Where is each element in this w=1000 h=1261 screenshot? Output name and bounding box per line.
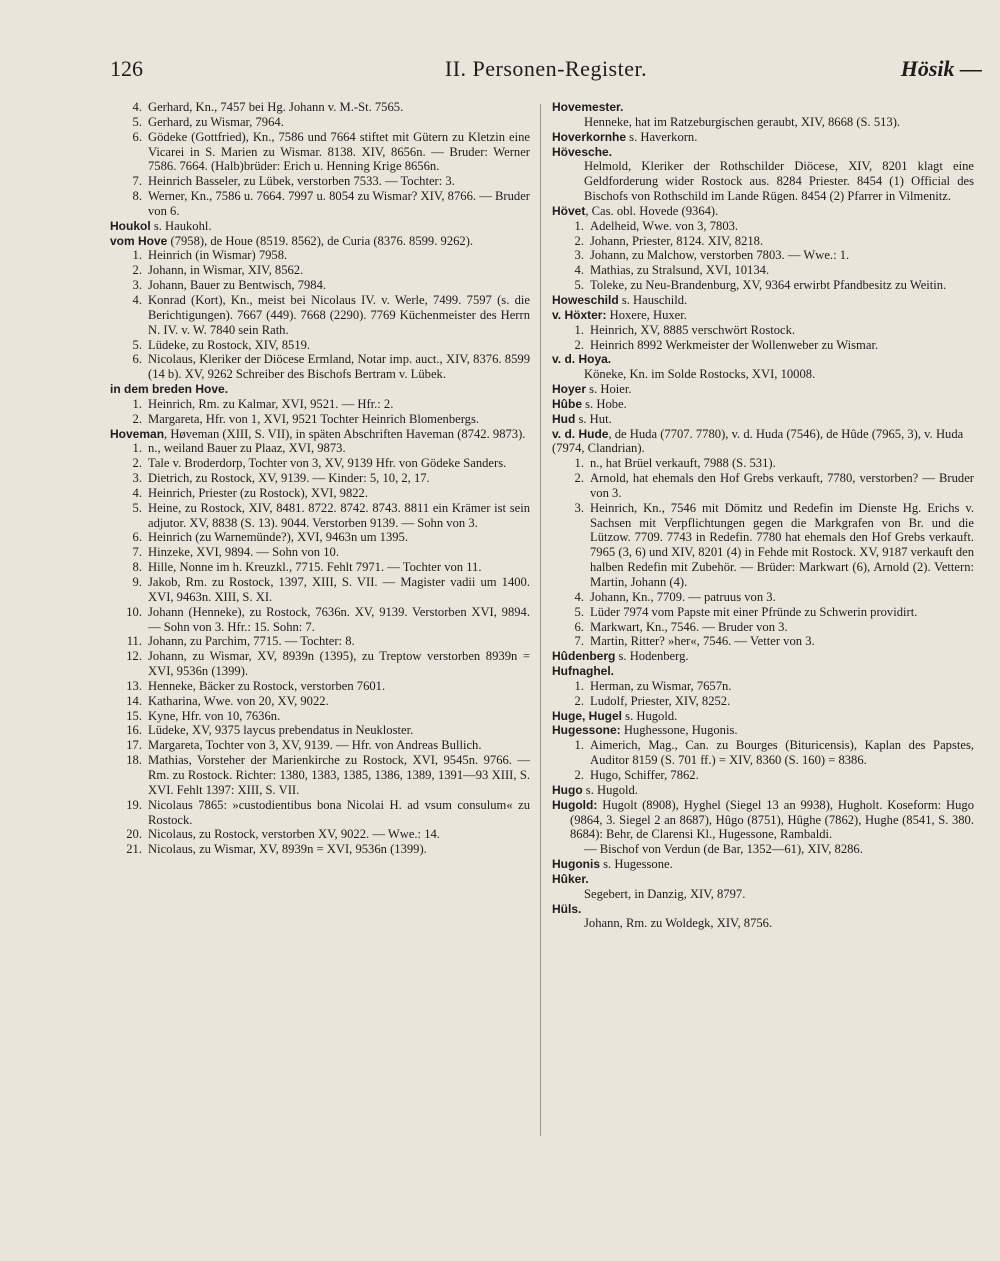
entry-text: Heinrich, XV, 8885 verschwört Rostock. [590,322,796,337]
sub-entry [552,605,974,620]
headword-entry [552,100,974,115]
entry-number: 1. [574,456,584,471]
entry-text: Toleke, zu Neu-Brandenburg, XV, 9364 erwirbt Pfandbesitz zu Weitin. [590,278,947,293]
sub-entry [552,620,974,635]
entry-number: 1. [132,441,142,456]
headword: vom Hove [110,233,168,248]
headword-entry [552,382,974,397]
sub-entry [110,605,530,635]
entry-text: , Cas. obl. Hovede (9364). [585,203,719,218]
entry-text: Markwart, Kn., 7546. — Bruder von 3. [590,619,788,634]
entry-number: 2. [574,233,584,248]
sub-entry [552,590,974,605]
sub-entry [110,352,530,382]
entry-number: 4. [574,589,584,604]
headword-entry [552,293,974,308]
entry-text: Johann, Rm. zu Woldegk, XIV, 8756. [584,916,773,931]
headword: Hoverkornhe [552,129,627,144]
headword-entry [552,352,974,367]
headword: Hûbe [552,396,582,411]
headword-entry [552,723,974,738]
entry-text: Konrad (Kort), Kn., meist bei Nicolaus IV. v. Werle, 7499. 7597 (s. die Berichtigungen). 7667 (449). 7668 (2290). 7769 Küchenmeister des Herrn N. IV. v. W. 7840 sein Rath. [148,292,530,337]
entry-number: 2. [132,263,142,278]
entry-number: 18. [126,753,142,768]
sub-entry [110,530,530,545]
entry-text: Lüder 7974 vom Papste mit einer Pfründe zu Schwerin providirt. [590,604,918,619]
entry-number: 1. [574,218,584,233]
entry-text: Werner, Kn., 7586 u. 7664. 7997 u. 8054 zu Wismar? XIV, 8766. — Bruder von 6. [148,189,530,218]
entry-text: Katharina, Wwe. von 20, XV, 9022. [148,693,329,708]
entry-text: s. Hodenberg. [615,649,689,664]
sub-entry [110,738,530,753]
entry-text: Heinrich, Kn., 7546 mit Dömitz und Redefin im Dienste Hg. Erichs v. Sachsen mit Verpflichtungen gegen die Markgrafen von Br. und die Lützow. 7709. 7743 in Redefin. 7780 hat ehemals den Hof Grebs verkauft. 7965 (3, 6) und XIV, 8201 (4) in Fehde mit Rostock. XV, 9187 verkauft den halben Redefin mit Zubehör. — Brüder: Markwart (6), Arnold (2). Vettern: Martin, Johann (4). [590,500,974,589]
sub-entry [552,768,974,783]
entry-number: 4. [132,292,142,307]
entry-text: Johann, Bauer zu Bentwisch, 7984. [148,278,327,293]
entry-text: Hugolt (8908), Hyghel (Siegel 13 an 9938), Hugholt. Koseform: Hugo (9864, 3. Siegel 2 an 8687), Hûgo (8751), Hûghe (7862), Hughe (8541, S. 380. 8684): Behr, de Clarensi Kl., Hugessone, Rambaldi. [570,797,974,842]
entry-text: Margareta, Hfr. von 1, XVI, 9521 Tochter Heinrich Blomenbergs. [148,411,480,426]
entry-number: 3. [132,471,142,486]
entry-text: Johann, Kn., 7709. — patruus von 3. [590,589,776,604]
entry-text: Heine, zu Rostock, XIV, 8481. 8722. 8742. 8743. 8811 ein Krämer ist sein adjutor. XV, 8838 (S. 13). 9044. Verstorben 9139. — Sohn von 3. [148,500,530,530]
headword-entry [552,798,974,843]
sub-entry [110,649,530,679]
entry-number: 16. [126,723,142,738]
entry-number: 6. [132,352,142,367]
entry-number: 19. [126,797,142,812]
headword: Hûdenberg [552,649,616,664]
sub-entry [110,486,530,501]
headword-entry [110,219,530,234]
indented-entry [552,916,974,931]
entry-text: — Bischof von Verdun (de Bar, 1352—61), XIV, 8286. [584,842,863,857]
entry-number: 6. [132,530,142,545]
entry-text: Herman, zu Wismar, 7657n. [590,678,732,693]
entry-text: (7958), de Houe (8519. 8562), de Curia (8376. 8599. 9262). [167,233,474,248]
entry-text: s. Hobe. [582,396,627,411]
column-divider [540,104,541,1136]
entry-number: 20. [126,827,142,842]
entry-text: Arnold, hat ehemals den Hof Grebs verkauft, 7780, verstorben? — Bruder von 3. [590,471,974,500]
entry-text: Heinrich 8992 Werkmeister der Wollenweber zu Wismar. [590,337,879,352]
entry-text: s. Hugold. [622,708,678,723]
headword-entry [110,382,530,397]
entry-number: 4. [132,485,142,500]
sub-entry [110,100,530,115]
entry-text: Henneke, hat im Ratzeburgischen geraubt, XIV, 8668 (S. 513). [584,114,901,129]
headword: Hövet [552,203,586,218]
entry-text: Köneke, Kn. im Solde Rostocks, XVI, 10008. [584,367,816,382]
headword-entry [552,664,974,679]
entry-text: n., hat Brüel verkauft, 7988 (S. 531). [590,456,776,471]
headword-entry [552,709,974,724]
sub-entry [110,456,530,471]
left-column [110,100,530,857]
entry-text: Mathias, Vorsteher der Marienkirche zu Rostock, XVI, 9545n. 9766. — Rm. zu Rostock. Richter: 1380, 1383, 1385, 1386, 1389, 1391—93 XIII, S. XVI. Fehlt 1397: XIII, S. VII. [148,753,530,797]
entry-number: 4. [132,100,142,114]
entry-text: Heinrich, Priester (zu Rostock), XVI, 9822. [148,485,368,500]
headword: Hüls. [552,901,582,916]
entry-text: Hughessone, Hugonis. [620,723,738,738]
headword-entry [552,902,974,917]
entry-text: Kyne, Hfr. von 10, 7636n. [148,708,281,723]
entry-text: Helmold, Kleriker der Rothschilder Diöcese, XIV, 8201 klagt eine Geldforderung wider Rostock aus. 8284 Priester. 8454 (1) Official des Bischofs von Rothschild im Lande Rügen. 8454 (2) Pfarrer in Vilmenitz. [584,159,974,204]
sub-entry [552,694,974,709]
entry-number: 2. [574,693,584,708]
entry-text: Gödeke (Gottfried), Kn., 7586 und 7664 stiftet mit Gütern zu Kletzin eine Vicarei in S. Marien zu Wismar. 8138. XIV, 8656n. — Bruder: Werner 7586. 7664. (Halb)brüder: Erich u. Henning Krige 8656n. [148,129,530,174]
sub-entry [110,115,530,130]
entry-text: Johann, zu Parchim, 7715. — Tochter: 8. [148,634,355,649]
headword: Hud [552,411,576,426]
entry-text: Nicolaus, Kleriker der Diöcese Ermland, Notar imp. auct., XIV, 8376. 8599 (14 b). XV, 9262 Schreiber des Bischofs Bertram v. Lübek. [148,352,530,382]
entry-text: s. Hut. [575,411,612,426]
entry-number: 1. [574,738,584,753]
right-column [552,100,974,931]
entry-text: Hinzeke, XVI, 9894. — Sohn von 10. [148,545,339,560]
entry-number: 14. [126,693,142,708]
entry-number: 17. [126,738,142,753]
entry-number: 4. [574,263,584,278]
headword: in dem breden Hove. [110,382,229,397]
entry-number: 3. [574,500,584,515]
indented-entry [552,115,974,130]
entry-number: 2. [574,767,584,782]
headword: Hugessone: [552,723,621,738]
entry-text: Aimerich, Mag., Can. zu Bourges (Bituricensis), Kaplan des Papstes, Auditor 8159 (S. 701 ff.) = XIV, 8360 (S. 160) = 8386. [590,738,974,768]
entry-text: Johann, zu Wismar, XV, 8939n (1395), zu Treptow verstorben 8939n = XVI, 9536n (1399). [148,649,530,679]
headword-entry [552,427,974,457]
entry-text: , de Huda (7707. 7780), v. d. Huda (7546), de Hûde (7965, 3), v. Huda (7974, Clandrian). [552,426,964,456]
entry-text: Lüdeke, zu Rostock, XIV, 8519. [148,337,311,352]
sub-entry [552,738,974,768]
sub-entry [110,412,530,427]
headword: Hugonis [552,857,600,872]
entry-text: Henneke, Bäcker zu Rostock, verstorben 7601. [148,678,386,693]
headword-entry [552,649,974,664]
sub-entry [552,234,974,249]
entry-number: 7. [132,545,142,560]
headword-entry [552,204,974,219]
sub-entry [110,560,530,575]
entry-text: Gerhard, Kn., 7457 bei Hg. Johann v. M.-St. 7565. [148,100,404,114]
entry-number: 1. [574,322,584,337]
entry-number: 2. [574,471,584,486]
page-header [110,56,982,90]
sub-entry [552,338,974,353]
entry-number: 11. [126,634,142,649]
headword: Hugold: [552,797,598,812]
sub-entry [110,827,530,842]
entry-text: Johann (Henneke), zu Rostock, 7636n. XV, 9139. Verstorben XVI, 9894. — Sohn von 3. Hfr.: 15. Sohn: 7. [148,604,530,634]
entry-number: 5. [132,500,142,515]
sub-entry [552,278,974,293]
sub-entry [110,545,530,560]
entry-text: s. Haukohl. [150,218,212,233]
headword-entry [552,783,974,798]
entry-text: Johann, in Wismar, XIV, 8562. [148,263,304,278]
headword-entry [552,412,974,427]
entry-text: Ludolf, Priester, XIV, 8252. [590,693,731,708]
entry-number: 7. [574,634,584,649]
entry-text: Hoxere, Huxer. [606,307,687,322]
headword: Hoveman [110,426,165,441]
entry-number: 1. [132,396,142,411]
entry-number: 3. [132,278,142,293]
sub-entry [110,263,530,278]
entry-text: s. Hugessone. [600,857,673,872]
entry-number: 2. [574,337,584,352]
sub-entry [110,189,530,219]
entry-number: 10. [126,604,142,619]
headword: Hoyer [552,382,587,397]
headword: Hugo [552,782,583,797]
headword-entry [110,427,530,442]
entry-text: s. Hauschild. [618,292,688,307]
entry-number: 6. [574,619,584,634]
entry-text: s. Hoier. [586,382,632,397]
headword-entry [110,234,530,249]
entry-text: , Høveman (XIII, S. VII), in späten Abschriften Haveman (8742. 9873). [164,426,526,441]
page-number: 126 [110,56,143,81]
sub-entry [552,679,974,694]
entry-text: Heinrich Basseler, zu Lübek, verstorben 7533. — Tochter: 3. [148,174,455,189]
entry-text: s. Haverkorn. [626,129,698,144]
entry-text: Adelheid, Wwe. von 3, 7803. [590,218,739,233]
entry-text: Hille, Nonne im h. Kreuzkl., 7715. Fehlt 7971. — Tochter von 11. [148,560,482,575]
sub-entry [110,248,530,263]
entry-text: Mathias, zu Stralsund, XVI, 10134. [590,263,770,278]
sub-entry [110,471,530,486]
entry-text: Nicolaus, zu Wismar, XV, 8939n = XVI, 9536n (1399). [148,842,427,857]
entry-text: n., weiland Bauer zu Plaaz, XVI, 9873. [148,441,346,456]
sub-entry [110,753,530,798]
entry-text: Martin, Ritter? »her«, 7546. — Vetter von 3. [590,634,815,649]
sub-entry [552,248,974,263]
sub-entry [110,397,530,412]
entry-text: Dietrich, zu Rostock, XV, 9139. — Kinder: 5, 10, 2, 17. [148,471,430,486]
entry-text: Nicolaus 7865: »custodientibus bona Nicolai H. ad vsum consulum« zu Rostock. [148,797,530,827]
headword-entry [552,145,974,160]
headword: v. Höxter: [552,307,607,322]
sub-entry [110,278,530,293]
sub-entry [552,456,974,471]
entry-number: 1. [574,678,584,693]
entry-text: Gerhard, zu Wismar, 7964. [148,114,284,129]
indented-entry [552,842,974,857]
headword: v. d. Hude [552,426,609,441]
sub-entry [110,694,530,709]
entry-text: Segebert, in Danzig, XIV, 8797. [584,886,746,901]
sub-entry [110,709,530,724]
sub-entry [552,634,974,649]
entry-number: 5. [574,278,584,293]
headword: Hövesche. [552,144,613,159]
entry-number: 21. [126,842,142,857]
entry-number: 5. [132,337,142,352]
headword: Hûker. [552,871,589,886]
entry-text: Nicolaus, zu Rostock, verstorben XV, 9022. — Wwe.: 14. [148,827,440,842]
running-head: Hösik — [900,56,982,81]
entry-number: 1. [132,248,142,263]
entry-number: 13. [126,678,142,693]
headword-entry [552,397,974,412]
entry-text: Tale v. Broderdorp, Tochter von 3, XV, 9139 Hfr. von Gödeke Sanders. [148,456,507,471]
headword-entry [552,872,974,887]
indented-entry [552,887,974,902]
entry-text: s. Hugold. [582,782,638,797]
entry-text: Johann, zu Malchow, verstorben 7803. — Wwe.: 1. [590,248,850,263]
sub-entry [110,798,530,828]
entry-number: 12. [126,649,142,664]
entry-number: 5. [132,114,142,129]
entry-number: 8. [132,189,142,204]
headword-entry [552,308,974,323]
entry-number: 9. [132,575,142,589]
headword: Houkol [110,218,151,233]
entry-text: Hugo, Schiffer, 7862. [590,767,699,782]
sub-entry [110,501,530,531]
sub-entry [552,323,974,338]
entry-text: Lüdeke, XV, 9375 laycus prebendatus in Neukloster. [148,723,414,738]
sub-entry [552,501,974,590]
entry-text: Johann, Priester, 8124. XIV, 8218. [590,233,764,248]
headword: Howeschild [552,292,619,307]
sub-entry [110,174,530,189]
entry-text: Heinrich, Rm. zu Kalmar, XVI, 9521. — Hfr.: 2. [148,396,394,411]
sub-entry [110,441,530,456]
sub-entry [110,842,530,857]
sub-entry [110,338,530,353]
entry-number: 6. [132,129,142,144]
indented-entry [552,159,974,204]
headword-entry [552,130,974,145]
entry-text: Jakob, Rm. zu Rostock, 1397, XIII, S. VII. — Magister vadii um 1400. XVI, 9463n. XIII, S. XI. [148,575,530,604]
sub-entry [110,679,530,694]
page-title: II. Personen-Register. [444,56,648,81]
sub-entry [110,634,530,649]
sub-entry [110,293,530,338]
entry-number: 2. [132,411,142,426]
entry-text: Heinrich (in Wismar) 7958. [148,248,288,263]
headword: Hufnaghel. [552,664,614,679]
entry-number: 3. [574,248,584,263]
sub-entry [110,130,530,175]
entry-text: Heinrich (zu Warnemünde?), XVI, 9463n um 1395. [148,530,409,545]
sub-entry [110,575,530,605]
headword: v. d. Hoya. [552,352,612,367]
entry-number: 7. [132,174,142,189]
headword-entry [552,857,974,872]
indented-entry [552,367,974,382]
entry-number: 8. [132,560,142,575]
sub-entry [552,263,974,278]
sub-entry [552,471,974,501]
entry-text: Margareta, Tochter von 3, XV, 9139. — Hfr. von Andreas Bullich. [148,738,482,753]
entry-number: 2. [132,456,142,471]
entry-number: 5. [574,604,584,619]
entry-number: 15. [126,708,142,723]
sub-entry [110,723,530,738]
headword: Hovemester. [552,100,624,114]
sub-entry [552,219,974,234]
headword: Huge, Hugel [552,708,623,723]
